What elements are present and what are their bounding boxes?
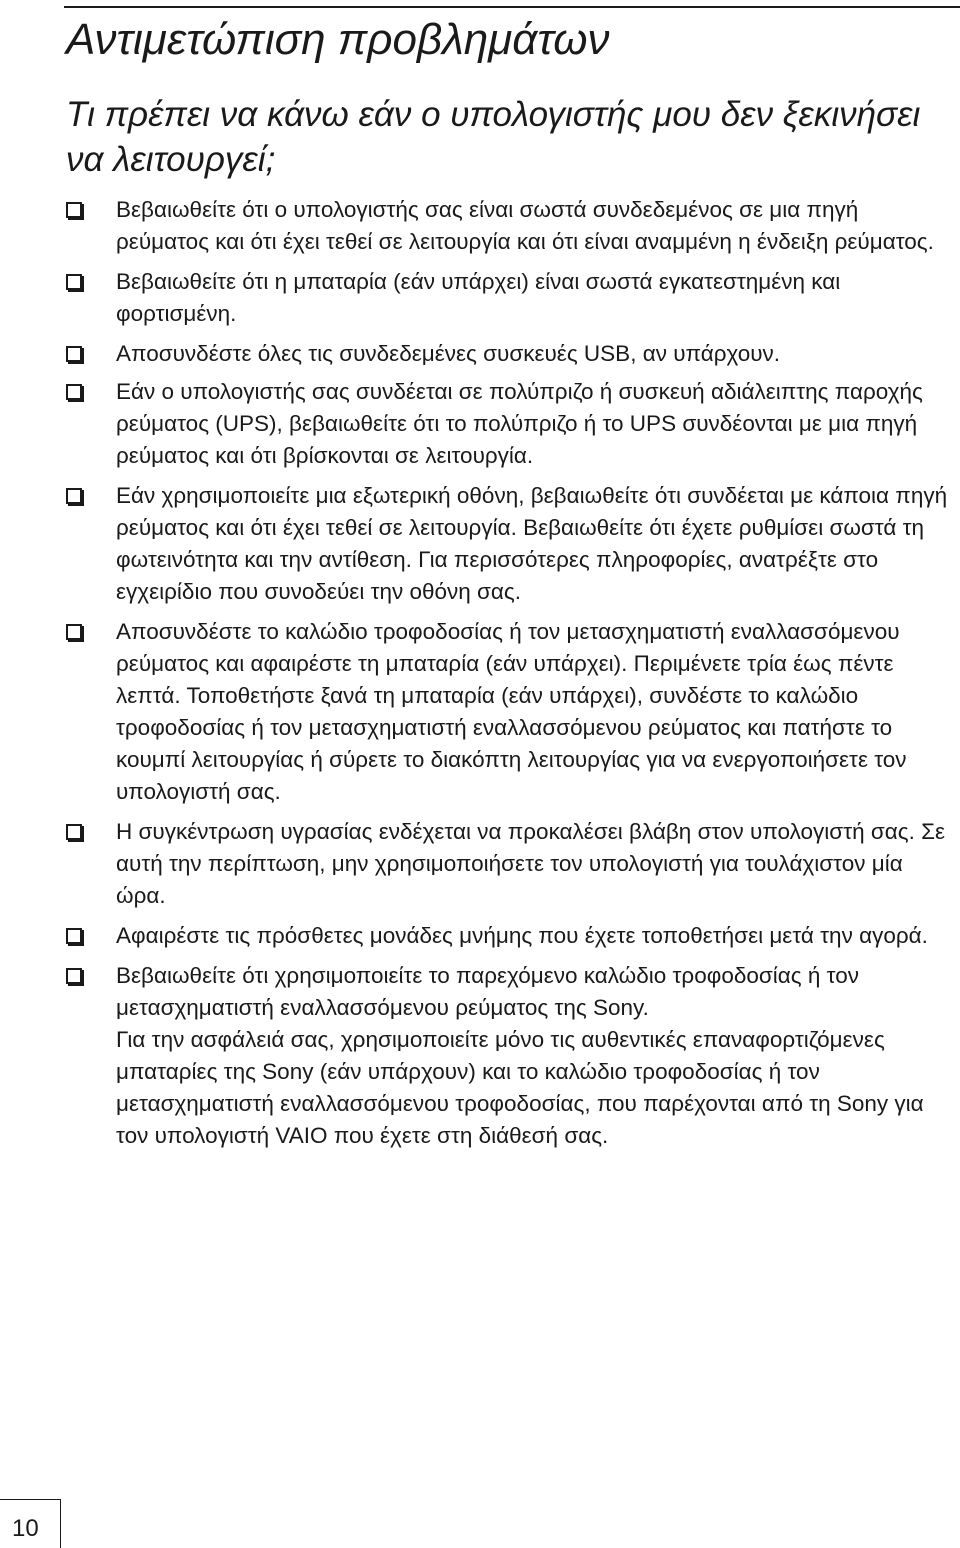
checkbox-icon <box>66 624 82 640</box>
item-paragraph: Εάν ο υπολογιστής σας συνδέεται σε πολύπριζο ή συσκευή αδιάλειπτης παροχής ρεύματος (UPS), βεβαιωθείτε ότι το πολύπριζο ή το UPS συνδέονται με μια πηγή ρεύματος και ότι βρίσκονται σε λειτουργία. <box>116 379 923 468</box>
checkbox-icon <box>66 202 82 218</box>
checklist-item <box>66 338 956 370</box>
item-paragraph: Αποσυνδέστε όλες τις συνδεδεμένες συσκευές USB, αν υπάρχουν. <box>116 341 781 366</box>
item-paragraph: Βεβαιωθείτε ότι χρησιμοποιείτε το παρεχόμενο καλώδιο τροφοδοσίας ή τον μετασχηματιστή εναλλασσόμενου ρεύματος της Sony. <box>116 963 859 1020</box>
item-text <box>116 920 956 952</box>
checklist-item <box>66 920 956 952</box>
item-text <box>116 480 956 608</box>
checkbox-icon <box>66 488 82 504</box>
checklist-item <box>66 266 956 330</box>
item-paragraph: Για την ασφάλειά σας, χρησιμοποιείτε μόνο τις αυθεντικές επαναφορτιζόμενες μπαταρίες της Sony (εάν υπάρχουν) και το καλώδιο τροφοδοσίας ή τον μετασχηματιστή εναλλασσόμενου τροφοδοσίας, που παρέχονται από τη Sony για τον υπολογιστή VAIO που έχετε στη διάθεσή σας. <box>116 1027 924 1148</box>
section-title: Τι πρέπει να κάνω εάν ο υπολογιστής μου δεν ξεκινήσει να λειτουργεί; <box>66 95 921 179</box>
item-paragraph: Αποσυνδέστε το καλώδιο τροφοδοσίας ή τον μετασχηματιστή εναλλασσόμενου ρεύματος και αφαιρέστε τη μπαταρία (εάν υπάρχει). Περιμένετε τρία έως πέντε λεπτά. Τοποθετήστε ξανά τη μπαταρία (εάν υπάρχει), συνδέστε το καλώδιο τροφοδοσίας ή τον μετασχηματιστή εναλλασσόμενου ρεύματος και πατήστε το κουμπί λειτουργίας ή σύρετε το διακόπτη λειτουργίας για να ενεργοποιήσετε τον υπολογιστή σας. <box>116 619 907 804</box>
item-text <box>116 616 956 808</box>
footer-rule <box>0 1499 60 1500</box>
item-paragraph: Βεβαιωθείτε ότι ο υπολογιστής σας είναι σωστά συνδεδεμένος σε μια πηγή ρεύματος και ότι έχει τεθεί σε λειτουργία και ότι είναι αναμμένη η ένδειξη ρεύματος. <box>116 197 934 254</box>
checkbox-icon <box>66 968 82 984</box>
chapter-title: Αντιμετώπιση προβλημάτων <box>66 15 610 64</box>
top-rule <box>64 6 960 8</box>
checkbox-icon <box>66 824 82 840</box>
checkbox-icon <box>66 384 82 400</box>
checklist-item <box>66 960 956 1152</box>
item-text <box>116 376 956 472</box>
item-text <box>116 194 956 258</box>
item-paragraph: Εάν χρησιμοποιείτε μια εξωτερική οθόνη, βεβαιωθείτε ότι συνδέεται με κάποια πηγή ρεύματος και ότι έχει τεθεί σε λειτουργία. Βεβαιωθείτε ότι έχετε ρυθμίσει σωστά τη φωτεινότητα και την αντίθεση. Για περισσότερες πληροφορίες, ανατρέξτε στο εγχειρίδιο που συνοδεύει την οθόνη σας. <box>116 483 948 604</box>
item-paragraph: Η συγκέντρωση υγρασίας ενδέχεται να προκαλέσει βλάβη στον υπολογιστή σας. Σε αυτή την περίπτωση, μην χρησιμοποιήσετε τον υπολογιστή για τουλάχιστον μία ώρα. <box>116 819 946 908</box>
item-text <box>116 816 956 912</box>
item-text <box>116 338 956 370</box>
checklist-item <box>66 480 956 608</box>
checkbox-icon <box>66 928 82 944</box>
page-number: 10 <box>12 1515 39 1542</box>
checkbox-icon <box>66 346 82 362</box>
checklist-item <box>66 194 956 258</box>
item-paragraph: Βεβαιωθείτε ότι η μπαταρία (εάν υπάρχει) είναι σωστά εγκατεστημένη και φορτισμένη. <box>116 269 841 326</box>
checklist <box>66 194 956 1160</box>
checklist-item <box>66 816 956 912</box>
item-text <box>116 960 956 1152</box>
item-text <box>116 266 956 330</box>
checklist-item <box>66 376 956 472</box>
checklist-item <box>66 616 956 808</box>
item-paragraph: Αφαιρέστε τις πρόσθετες μονάδες μνήμης που έχετε τοποθετήσει μετά την αγορά. <box>116 923 928 948</box>
checkbox-icon <box>66 274 82 290</box>
footer-divider <box>60 1499 61 1548</box>
